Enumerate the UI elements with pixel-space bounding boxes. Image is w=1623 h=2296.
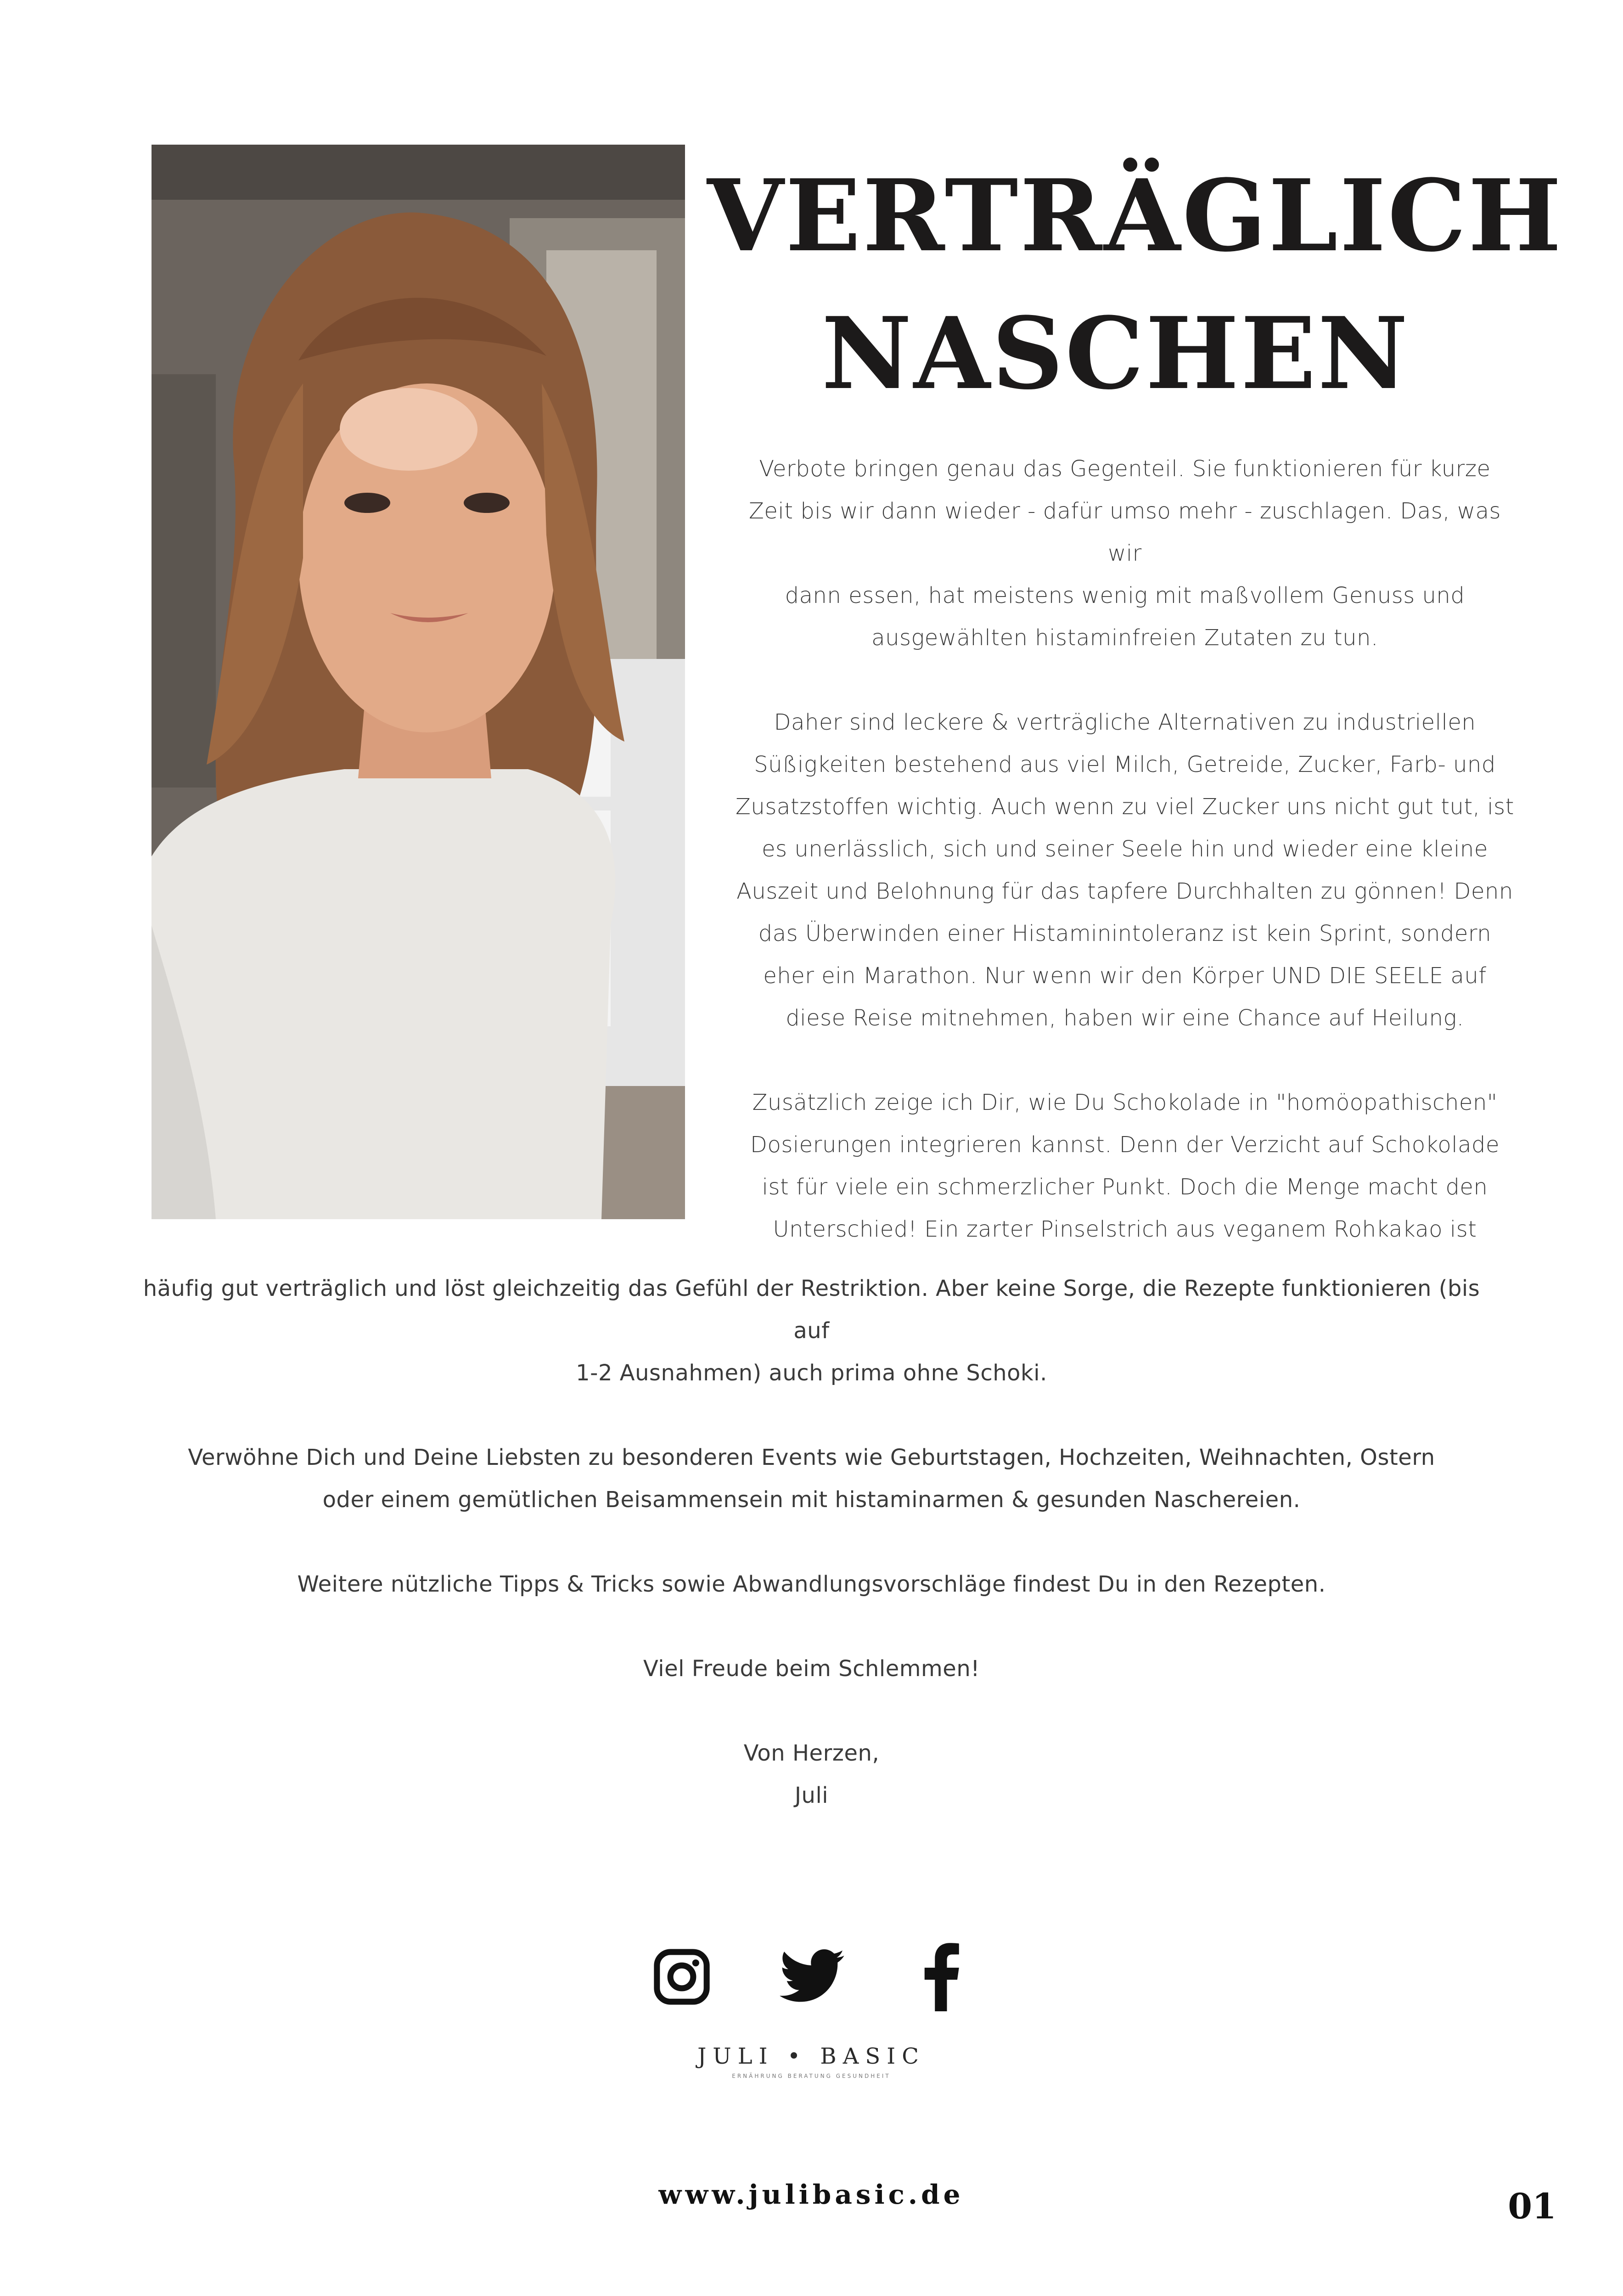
- page-number: 01: [1508, 2186, 1556, 2227]
- logo-tagline: ERNÄHRUNG BERATUNG GESUNDHEIT: [732, 2073, 891, 2079]
- website-link[interactable]: www.julibasic.de: [658, 2179, 964, 2210]
- paragraph: Verwöhne Dich und Deine Liebsten zu besonderen Events wie Geburtstagen, Hochzeiten, Weihnachten, Ostern oder einem gemütlichen Beisammensein mit histaminarmen & gesunden Naschereien.: [188, 1445, 1435, 1513]
- paragraph: Zusätzlich zeige ich Dir, wie Du Schokolade in "homöopathischen" Dosierungen integrieren kannst. Denn der Verzicht auf Schokolade ist für viele ein schmerzlicher Punkt. Doch die Menge macht den Unterschied! Ein zarter Pinselstrich aus veganem Rohkakao ist: [750, 1090, 1499, 1242]
- portrait-photo: [152, 145, 685, 1219]
- title-line-1: VERTRÄGLICH: [707, 158, 1563, 274]
- portrait-illustration: [152, 145, 685, 1219]
- social-links: [652, 1942, 983, 2025]
- signature: Von Herzen, Juli: [743, 1740, 880, 1808]
- paragraph: Daher sind leckere & verträgliche Alternativen zu industriellen Süßigkeiten bestehend aus viel Milch, Getreide, Zucker, Farb- und Zusatzstoffen wichtig. Auch wenn zu viel Zucker uns nicht gut tut, ist es unerlässlich, sich und seiner Seele hin und wieder eine kleine Auszeit und Belohnung für das tapfere Durchhalten zu gönnen! Denn das Überwinden einer Histaminintoleranz ist kein Sprint, sondern eher ein Marathon. Nur wenn wir den Körper UND DIE SEELE auf diese Reise mitnehmen, haben wir eine Chance auf Heilung.: [736, 709, 1514, 1031]
- intro-column: [735, 448, 1515, 1250]
- instagram-icon[interactable]: [652, 1942, 712, 2011]
- paragraph: Viel Freude beim Schlemmen!: [643, 1656, 980, 1682]
- page-title: [707, 147, 1563, 422]
- paragraph: Verbote bringen genau das Gegenteil. Sie funktionieren für kurze Zeit bis wir dann wieder - dafür umso mehr - zuschlagen. Das, was wir dann essen, hat meistens wenig mit maßvollem Genuss und ausgewählten histaminfreien Zutaten zu tun.: [749, 456, 1501, 651]
- paragraph: Weitere nützliche Tipps & Tricks sowie Abwandlungsvorschläge findest Du in den Rezepten.: [297, 1571, 1326, 1597]
- brand-logo: [628, 2043, 995, 2079]
- twitter-icon[interactable]: [774, 1942, 852, 2011]
- title-line-2: NASCHEN: [821, 295, 1410, 411]
- paragraph: häufig gut verträglich und löst gleichzeitig das Gefühl der Restriktion. Aber keine Sorge, die Rezepte funktionieren (bis auf 1-2 Ausnahmen) auch prima ohne Schoki.: [143, 1276, 1480, 1386]
- body-text: [138, 1267, 1485, 1859]
- logo-name: JULI • BASIC: [697, 2043, 925, 2069]
- facebook-icon[interactable]: [921, 1942, 962, 2011]
